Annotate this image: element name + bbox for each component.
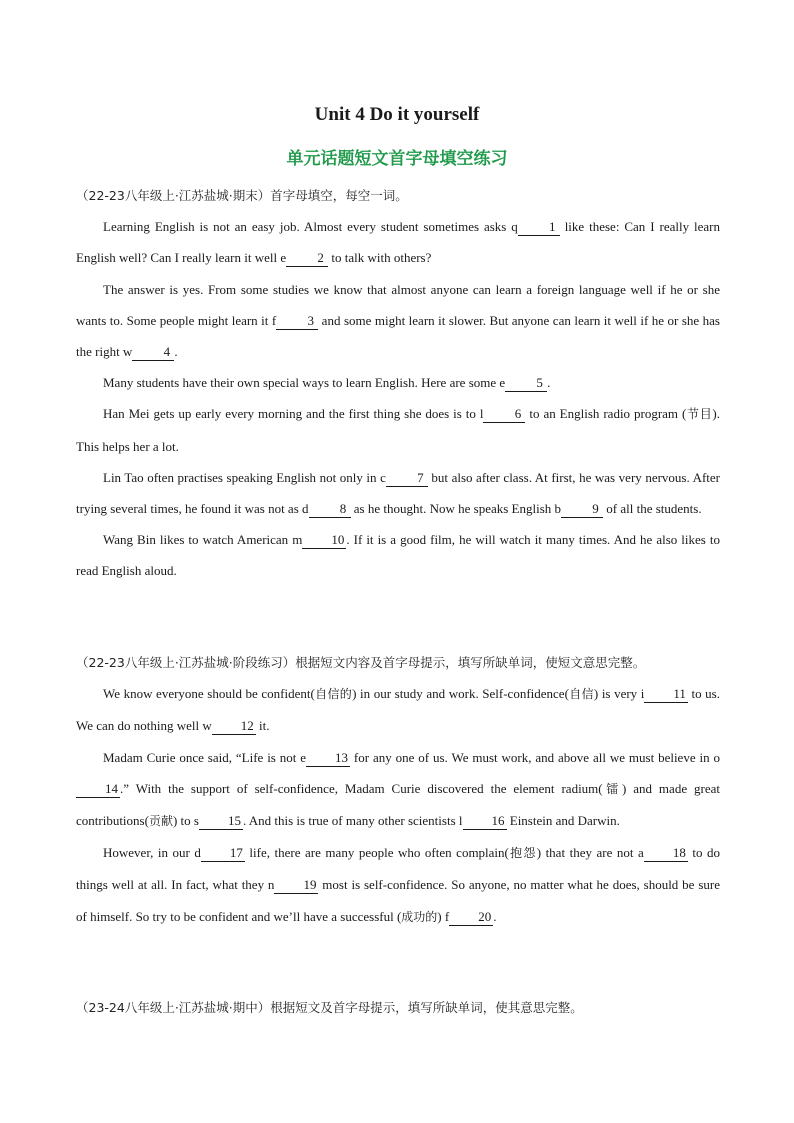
- section-1-paragraph-6: Wang Bin likes to watch American m 10 . If it is a good film, he will watch it many times. And he also likes to read English aloud.: [76, 532, 720, 579]
- section-2-header: （22-23八年级上·江苏盐城·阶段练习）根据短文内容及首字母提示，填写所缺单词，使短文意思完整。: [76, 655, 646, 670]
- blank-17[interactable]: 17: [201, 845, 245, 862]
- blank-9[interactable]: 9: [561, 501, 603, 518]
- blank-10[interactable]: 10: [302, 532, 346, 549]
- section-3: [76, 992, 720, 1023]
- section-1-paragraph-5: Lin Tao often practises speaking English not only in c 7 but also after class. At first, he was very nervous. After trying several times, he found it was not as d 8 as he thought. Now he speaks English b 9 of all the students.: [76, 469, 720, 517]
- blank-1[interactable]: 1: [518, 219, 560, 236]
- section-1-paragraph-3: Many students have their own special ways to learn English. Here are some e 5 .: [103, 375, 551, 391]
- section-2-paragraph-3: However, in our d 17 life, there are many people who often complain(抱怨) that they are not a 18 to do things well at all. In fact, what they n 19 most is self-confidence. So anyone, no matter what he does, should be sure of himself. So try to be confident and we’ll have a successful (成功的) f 20 .: [76, 845, 720, 924]
- blank-7[interactable]: 7: [386, 470, 428, 487]
- section-3-header: （23-24八年级上·江苏盐城·期中）根据短文及首字母提示，填写所缺单词，使其意思完整。: [76, 1000, 583, 1015]
- section-1-header: （22-23八年级上·江苏盐城·期末）首字母填空，每空一词。: [76, 188, 408, 203]
- section-1-paragraph-4: Han Mei gets up early every morning and the first thing she does is to l 6 to an English radio program (节目). This helps her a lot.: [76, 406, 721, 454]
- page-title: Unit 4 Do it yourself: [314, 104, 480, 125]
- blank-3[interactable]: 3: [276, 313, 318, 330]
- section-2-paragraph-2: Madam Curie once said, “Life is not e 13 for any one of us. We must work, and above all we must believe in o14 .” With the support of self-confidence, Madam Curie discovered the element radium(镭) and made great contributions(贡献) to s 15 . And this is true of many other scientists l 16 Einstein and Darwin.: [76, 749, 720, 829]
- page-subtitle: 单元话题短文首字母填空练习: [286, 149, 508, 169]
- blank-8[interactable]: 8: [309, 501, 351, 518]
- blank-11[interactable]: 11: [644, 686, 688, 703]
- section-1: [76, 180, 720, 587]
- blank-5[interactable]: 5: [505, 375, 547, 392]
- blank-12[interactable]: 12: [212, 718, 256, 735]
- blank-6[interactable]: 6: [483, 406, 525, 423]
- section-1-paragraph-2: The answer is yes. From some studies we know that almost anyone can learn a foreign language well if he or she wants to. Some people might learn it f 3 and some might learn it slower. But anyone can learn it well if he or she has the right w 4 .: [76, 281, 720, 360]
- blank-18[interactable]: 18: [644, 845, 688, 862]
- blank-14[interactable]: 14: [76, 781, 120, 798]
- blank-19[interactable]: 19: [274, 877, 318, 894]
- section-1-paragraph-1: Learning English is not an easy job. Almost every student sometimes asks q 1 like these: Can I really learn English well? Can I really learn it well e 2 to talk with others?: [76, 219, 720, 266]
- section-2: [76, 647, 720, 933]
- blank-2[interactable]: 2: [286, 250, 328, 267]
- section-2-paragraph-1: We know everyone should be confident(自信的) in our study and work. Self-confidence(自信) is very i 11 to us. We can do nothing well w 12 it.: [76, 686, 720, 734]
- blank-15[interactable]: 15: [199, 813, 243, 830]
- blank-20[interactable]: 20: [449, 909, 493, 926]
- blank-4[interactable]: 4: [132, 344, 174, 361]
- blank-16[interactable]: 16: [463, 813, 507, 830]
- blank-13[interactable]: 13: [306, 750, 350, 767]
